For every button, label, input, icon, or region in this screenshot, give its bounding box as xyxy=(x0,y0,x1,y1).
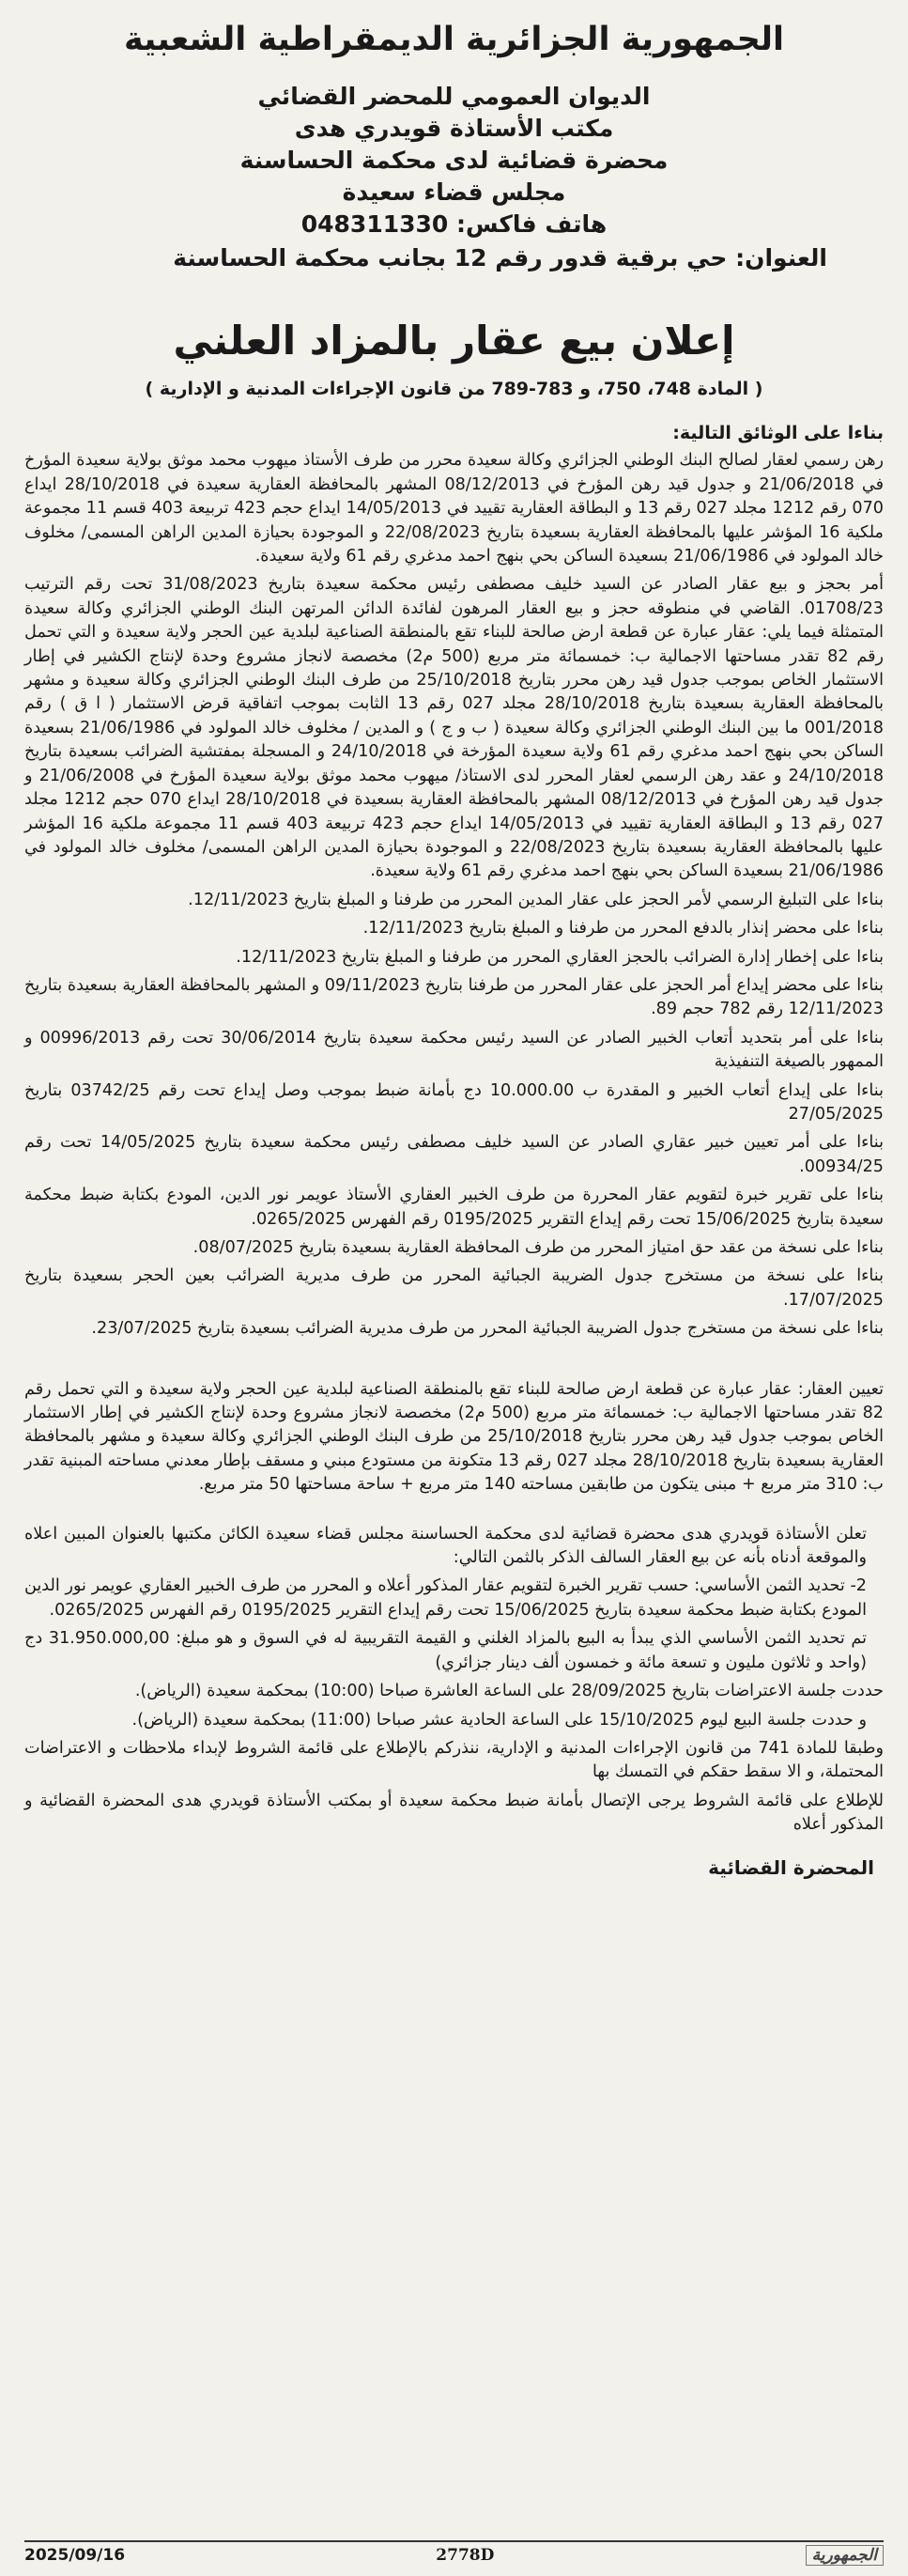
notice-paragraph: تعلن الأستاذة قويدري هدى محضرة قضائية لدى محكمة الحساسنة مجلس قضاء سعيدة الكائن مكتبها بالعنوان المبين اعلاه والموقعة أدناه بأنه عن بيع العقار السالف الذكر بالثمن التالي: xyxy=(24,1524,867,1568)
ad-subtitle: ( المادة 748، 750، و 783-789 من قانون الإجراءات المدنية و الإدارية ) xyxy=(145,379,763,399)
phone-fax: هاتف فاكس: 048311330 xyxy=(300,210,608,238)
body-paragraph: بناءا على محضر إنذار بالدفع المحرر من طرفنا و المبلغ بتاريخ 12/11/2023. xyxy=(362,919,884,939)
header xyxy=(24,21,884,274)
objections-paragraph: حددت جلسة الاعتراضات بتاريخ 28/09/2025 على الساعة العاشرة صباحا (10:00) بمحكمة سعيدة (الرياض). xyxy=(134,1682,884,1701)
body-paragraph: رهن رسمي لعقار لصالح البنك الوطني الجزائري وكالة سعيدة محرر من طرف الأستاذ ميهوب محمد موثق بولاية سعيدة المؤرخ في 21/06/2018 و جدول قيد رهن المؤرخ في 08/12/2013 المشهر بالمحافظة العقارية سعيدة في 28/10/2018 ايداع 070 رقم 1212 مجلد 027 رقم 13 و البطاقة العقارية تقييد في 14/05/2013 ايداع حجم 423 تربيعة 403 قسم 11 مجموعة ملكية 16 المؤشر عليها بالمحافظة العقارية بسعيدة بتاريخ 22/08/2023 و الموجودة بحيازة المدين الراهن المسمى/ مخلوف خالد المولود في 21/06/1986 بسعيدة الساكن بحي بنهج احمد مدغري رقم 61 ولاية سعيدة. xyxy=(24,451,885,566)
ad-code: 2778D xyxy=(436,2546,495,2565)
law-paragraph: وطبقا للمادة 741 من قانون الإجراءات المدنية و الإدارية، ننذركم بالإطلاع على قائمة الشروط لإبداء ملاحظات و الاعتراضات المحتملة، و الا سقط حقكم في التمسك بها xyxy=(24,1738,885,1782)
body-paragraph: بناءا على التبليغ الرسمي لأمر الحجز على عقار المدين المحرر من طرفنا و المبلغ بتاريخ 12/11/2023. xyxy=(188,890,884,909)
price-paragraph: 2- تحديد الثمن الأساسي: حسب تقرير الخبرة لتقويم عقار المذكور أعلاه و المحرر من طرف الخبير العقاري عويمر نور الدين المودع بكتابة ضبط محكمة سعيدة بتاريخ 15/06/2025 تحت رقم إيداع التقرير 0195/2025 رقم الفهرس 0265/2025. xyxy=(24,1576,867,1620)
body-paragraph: بناءا على نسخة من مستخرج جدول الضريبة الجبائية المحرر من طرف مديرية الضرائب بسعيدة بتاريخ 23/07/2025. xyxy=(91,1319,884,1339)
body-paragraph: بناءا على أمر تعيين خبير عقاري الصادر عن السيد خليف مصطفى رئيس محكمة سعيدة بتاريخ 14/05/2025 تحت رقم 00934/25. xyxy=(24,1133,884,1176)
body-paragraph: بناءا على إيداع أتعاب الخبير و المقدرة ب 10.000.00 دج بأمانة ضبط بموجب وصل إيداع تحت رقم 03742/25 بتاريخ 27/05/2025 xyxy=(24,1080,884,1124)
office-line: الديوان العمومي للمحضر القضائي xyxy=(257,83,651,110)
announcement-body xyxy=(24,422,884,1880)
body-paragraph: بناءا على نسخة من عقد حق امتياز المحرر من طرف المحافظة العقارية بسعيدة بتاريخ 08/07/2025. xyxy=(192,1238,884,1257)
publication-date: 2025/09/16 xyxy=(24,2546,126,2565)
body-paragraph: بناءا على محضر إيداع أمر الحجز على عقار المحرر من طرفنا بتاريخ 09/11/2023 و المشهر بالمحافظة العقارية بسعيدة بتاريخ 12/11/2023 رقم 782 حجم 89. xyxy=(24,975,885,1019)
ad-title: إعلان بيع عقار بالمزاد العلني xyxy=(173,318,735,364)
office-block xyxy=(137,81,771,241)
office-line: مكتب الأستاذة قويدري هدى xyxy=(294,115,614,142)
republic-title: الجمهورية الجزائرية الديمقراطية الشعبية xyxy=(123,21,785,58)
office-line: مجلس قضاء سعيدة xyxy=(342,178,566,206)
body-paragraph: بناءا على نسخة من مستخرج جدول الضريبة الجبائية المحرر من طرف مديرية الضرائب بعين الحجر بسعيدة بتاريخ 17/07/2025. xyxy=(24,1266,884,1310)
body-paragraph: بناءا على إخطار إدارة الضرائب بالحجز العقاري المحرر من طرفنا و المبلغ بتاريخ 12/11/2023. xyxy=(236,947,884,967)
info-paragraph: للإطلاع على قائمة الشروط يرجى الإتصال بأمانة ضبط محكمة سعيدة أو بمكتب الأستاذة قويدري هدى المحضرة القضائية و المذكور أعلاه xyxy=(24,1791,884,1835)
office-address: العنوان: حي برقية قدور رقم 12 بجانب محكمة الحساسنة xyxy=(173,244,827,272)
based-on-title: بناءا على الوثائق التالية: xyxy=(672,423,884,443)
sale-paragraph: و حددت جلسة البيع ليوم 15/10/2025 على الساعة الحادية عشر صباحا (11:00) بمحكمة سعيدة (الرياض). xyxy=(131,1710,867,1730)
office-line: محضرة قضائية لدى محكمة الحساسنة xyxy=(239,147,669,174)
body-paragraph: أمر بحجز و بيع عقار الصادر عن السيد خليف مصطفى رئيس محكمة سعيدة بتاريخ 31/08/2023 تحت رقم الترتيب 01708/23. القاضي في منطوقه حجز و بيع العقار المرهون لفائدة الدائن المرتهن البنك الوطني الجزائري وكالة سعيدة المتمثلة فيما يلي: عقار عبارة عن قطعة ارض صالحة للبناء تقع بالمنطقة الصناعية لبلدية عين الحجر ولاية سعيدة و التي تحمل رقم 82 تقدر مساحتها الاجمالية ب: خمسمائة متر مربع (500 م2) مخصصة لانجاز مشروع وحدة لإنتاج الكشير في إطار الاستثمار الخاص بموجب جدول قيد رهن محرر بتاريخ 25/10/2018 من طرف البنك الوطني الجزائري وكالة سعيدة و مشهر بالمحافظة العقارية بسعيدة بتاريخ 28/10/2018 مجلد 027 رقم 13 الثابت بموجب اتفاقية قرض الاستثمار ( ا ق ) رقم 001/2018 ما بين البنك الوطني الجزائري وكالة سعيدة ( ب و ج ) و المدين / مخلوف خالد المولود في 21/06/1986 بسعيدة الساكن بحي بنهج احمد مدغري رقم 61 ولاية سعيدة المؤرخة في 24/10/2018 و المسجلة بمفتشية الضرائب بسعيدة بتاريخ 24/10/2018 و عقد رهن الرسمي لعقار المحرر لدى الاستاذ/ ميهوب محمد موثق بولاية سعيدة المؤرخ في 21/06/2008 و جدول قيد رهن المؤرخ في 08/12/2013 المشهر بالمحافظة العقارية بسعيدة في 28/10/2018 ايداع 070 حجم 1212 مجلد 027 رقم 13 و البطاقة العقارية تقييد في 14/05/2013 ايداع حجم 423 تربيعة 403 قسم 11 مجموعة ملكية 16 المؤشر عليها بالمحافظة العقارية بسعيدة بتاريخ 22/08/2023 و الموجودة بحيازة المدين الراهن المسمى/ مخلوف خالد المولود في 21/06/1986 بسعيدة الساكن بحي بنهج احمد مدغري رقم 61 ولاية سعيدة. xyxy=(24,575,885,881)
body-paragraph: بناءا على تقرير خبرة لتقويم عقار المحررة من طرف الخبير العقاري الأستاذ عويمر نور الدين، المودع بكتابة ضبط محكمة سعيدة بتاريخ 15/06/2025 تحت رقم إيداع التقرير 0195/2025 رقم الفهرس 0265/2025. xyxy=(24,1186,884,1229)
newspaper-logo: الجمهورية xyxy=(806,2545,884,2566)
signature-label: المحضرة القضائية xyxy=(708,1855,874,1879)
page-footer xyxy=(24,2540,884,2568)
property-description: تعيين العقار: عقار عبارة عن قطعة ارض صالحة للبناء تقع بالمنطقة الصناعية لبلدية عين الحجر ولاية سعيدة و التي تحمل رقم 82 تقدر مساحتها الاجمالية ب: خمسمائة متر مربع (500 م2) مخصصة لانجاز مشروع وحدة لإنتاج الكشير في إطار الاستثمار الخاص بموجب جدول قيد رهن محرر بتاريخ 25/10/2018 من طرف البنك الوطني الجزائري وكالة سعيدة و مشهر بالمحافظة العقارية بسعيدة بتاريخ 28/10/2018 مجلد 027 رقم 13 متكونة من مستودع مبني و مسقف بإطار معدني مساحته المبنية تقدر ب: 310 متر مربع + مبنى يتكون من طابقين مساحته 140 متر مربع + ساحة مساحتها 50 متر مربع. xyxy=(24,1379,884,1495)
body-paragraph: بناءا على أمر بتحديد أتعاب الخبير الصادر عن السيد رئيس محكمة سعيدة بتاريخ 30/06/2014 تحت رقم 00996/2013 و الممهور بالصيغة التنفيذية xyxy=(24,1028,884,1072)
base-price-paragraph: تم تحديد الثمن الأساسي الذي يبدأ به البيع بالمزاد الغلني و القيمة التقريبية له في السوق و هو مبلغ: 31.950.000,00 دج (واحد و ثلاثون مليون و تسعة مائة و خمسون ألف دينار جزائري) xyxy=(24,1629,867,1672)
